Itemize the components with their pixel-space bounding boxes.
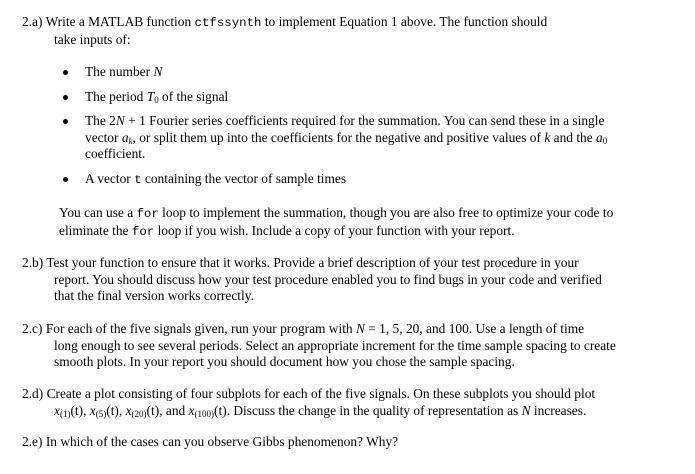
question-2b-text: Test your function to ensure that it works. Provide a brief description of your test procedure in your (46, 255, 579, 270)
bullet-text: containing the vector of sample times (144, 170, 347, 186)
math-var: a (121, 129, 129, 145)
bullet-text: , or split them up into the coefficients for the negative and positive values of (132, 129, 541, 145)
question-2e (22, 434, 670, 451)
question-2a-line-1 (22, 14, 670, 32)
question-2d-text: . Discuss the change in the quality of representation as (226, 402, 519, 418)
question-2a-label: 2.a) (22, 14, 43, 29)
math-var: x (188, 402, 195, 418)
question-2c (22, 321, 670, 371)
math-sub: (5) (95, 408, 107, 419)
question-2b (22, 255, 670, 305)
math-var: k (544, 129, 551, 145)
math-var: x (54, 402, 60, 418)
paragraph-text: loop to implement the summation, though you are also free to optimize your code to (162, 205, 614, 220)
paragraph-text: eliminate the (59, 222, 129, 238)
bullet-text: The period (85, 88, 144, 104)
math-arg: (t) (214, 402, 227, 418)
math-arg: (t) (106, 402, 119, 418)
bullet-text: A vector (85, 170, 131, 186)
math-var: a (596, 129, 603, 145)
question-2d-text: Create a plot consisting of four subplots for each of the five signals. On these subplots you should plot (46, 386, 596, 401)
math-var: N (521, 402, 531, 418)
function-name-code: ctfssynth (194, 16, 262, 30)
code-var: t (134, 172, 142, 187)
math-sub: k (128, 135, 133, 146)
question-2a-text-cont: to implement Equation 1 above. The function should (264, 14, 548, 29)
question-2a-line-2: take inputs of: (54, 31, 131, 47)
code-keyword: for (131, 224, 155, 239)
bullet-icon (63, 177, 68, 182)
bullet-text: and the (553, 129, 593, 145)
bullet-icon (63, 119, 68, 124)
math-sub: 0 (154, 94, 159, 105)
math-sub: (100) (194, 408, 215, 419)
question-2c-text: long enough to see several periods. Select an appropriate increment for the time sample spacing to create (54, 337, 616, 353)
question-2c-text: smooth plots. In your report you should document how you chose the sample spacing. (54, 354, 515, 369)
question-2d-label: 2.d) (22, 386, 44, 401)
math-var: N (355, 321, 365, 336)
question-2d-text: and (165, 402, 186, 418)
question-2a-text: Write a MATLAB function (45, 14, 192, 29)
bullet-text: + 1 Fourier series coefficients required for the summation. You can send these in a single (128, 113, 605, 128)
list-item (60, 64, 670, 81)
list-item (60, 171, 670, 189)
math-sub: (1) (59, 408, 71, 419)
question-2d-text: increases. (533, 402, 587, 418)
math-var: x (89, 402, 96, 418)
bullet-text: The 2 (85, 113, 116, 128)
bullet-text: The number (85, 64, 151, 79)
math-arg: (t) (70, 402, 84, 418)
input-list (60, 64, 670, 188)
math-sub: 0 (602, 135, 608, 146)
question-2b-text: that the final version works correctly. (54, 288, 254, 303)
bullet-icon (63, 70, 68, 75)
question-2b-text: report. You should discuss how your test procedure enabled you to find bugs in your code and verified (54, 271, 602, 287)
question-2a (22, 14, 670, 48)
question-2b-label: 2.b) (22, 255, 44, 270)
list-item (60, 113, 670, 163)
math-var: x (125, 402, 132, 418)
bullet-text: coefficient. (85, 146, 146, 161)
bullet-icon (63, 95, 68, 100)
question-2c-text: = 1, 5, 20, and 100. Use a length of time (368, 321, 585, 336)
question-2e-label: 2.e) (22, 434, 43, 449)
question-2d (22, 386, 670, 419)
math-var: T (146, 88, 155, 104)
paragraph-text: loop if you wish. Include a copy of your function with your report. (157, 222, 515, 238)
bullet-text: of the signal (162, 88, 229, 104)
question-2c-label: 2.c) (22, 321, 43, 336)
question-2a-paragraph (59, 205, 673, 240)
question-2d-line-2: $x_{(1)}(t)$, $x_{(5)}(t)$, $x_{(20)}(t)$, and $x_{(100)}(t)$. Discuss the change in the quality of representation as N increases. (54, 402, 587, 419)
math-arg: (t) (146, 402, 160, 418)
question-2e-text: In which of the cases can you observe Gibbs phenomenon? Why? (45, 434, 399, 449)
math-var: N (153, 64, 163, 79)
list-item (60, 89, 670, 106)
code-keyword: for (136, 207, 159, 221)
bullet-text: vector (85, 129, 119, 145)
question-2c-text: For each of the five signals given, run your program with (45, 321, 353, 336)
paragraph-text: You can use a (59, 205, 134, 220)
math-var: N (115, 113, 125, 128)
math-sub: (20) (131, 408, 147, 419)
